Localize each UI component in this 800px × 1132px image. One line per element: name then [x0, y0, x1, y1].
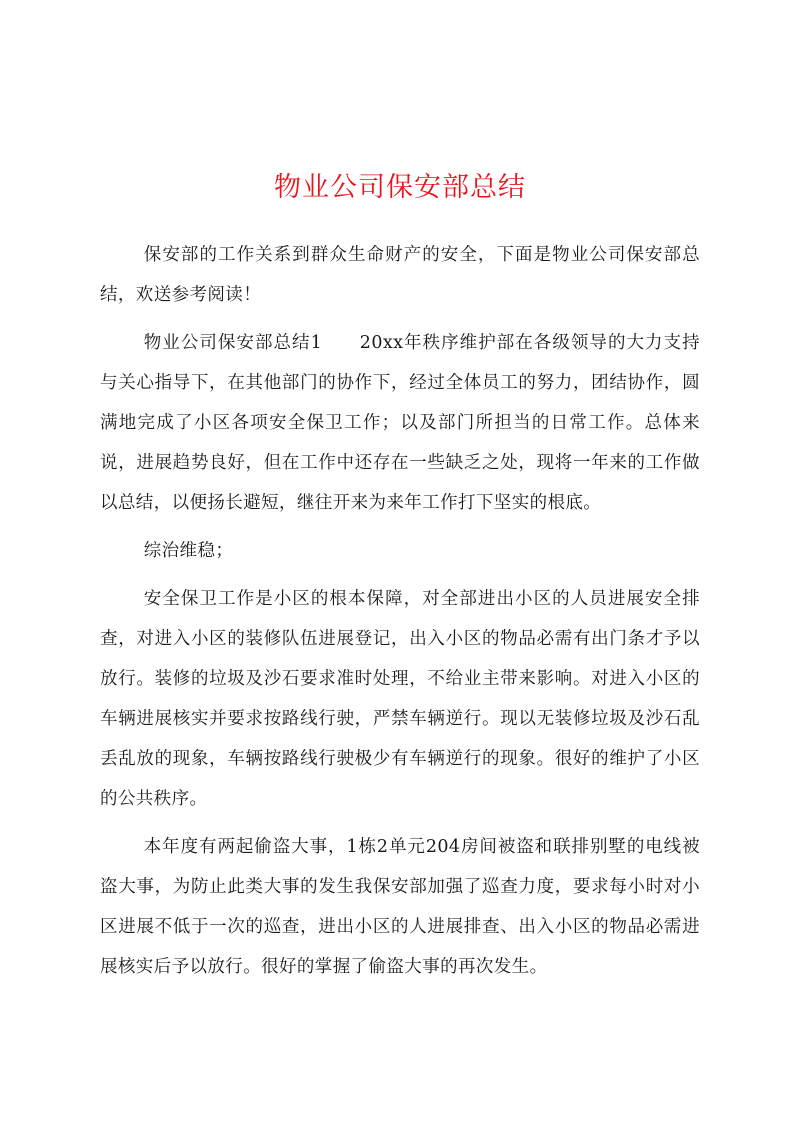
document-title: 物业公司保安部总结 [274, 172, 526, 203]
paragraph-intro: 保安部的工作关系到群众生命财产的安全，下面是物业公司保安部总结，欢送参考阅读！ [100, 245, 700, 305]
document-body [100, 235, 700, 995]
paragraph-theft-incidents: 本年度有两起偷盗大事，1栋2单元204房间被盗和联排别墅的电线被盗大事，为防止此类大事的发生我保安部加强了巡查力度，要求每小时对小区进展不低于一次的巡查，进出小区的人进展排查、出入小区的物品必需进展核实后予以放行。很好的掌握了偷盗大事的再次发生。 [100, 837, 700, 977]
paragraph-heading-stability: 综治维稳； [143, 541, 234, 561]
paragraph-summary-1: 物业公司保安部总结1 20xx年秩序维护部在各级领导的大力支持与关心指导下，在其他部门的协作下，经过全体员工的努力，团结协作，圆满地完成了小区各项安全保卫工作；以及部门所担当的日常工作。总体来说，进展趋势良好，但在工作中还存在一些缺乏之处，现将一年来的工作做以总结，以便扬长避短，继往开来为来年工作打下坚实的根底。 [100, 333, 700, 513]
paragraph-security-work: 安全保卫工作是小区的根本保障，对全部进出小区的人员进展安全排查，对进入小区的装修队伍进展登记，出入小区的物品必需有出门条才予以放行。装修的垃圾及沙石要求准时处理，不给业主带来影响。对进入小区的车辆进展核实并要求按路线行驶，严禁车辆逆行。现以无装修垃圾及沙石乱丢乱放的现象，车辆按路线行驶极少有车辆逆行的现象。很好的维护了小区的公共秩序。 [100, 589, 700, 809]
